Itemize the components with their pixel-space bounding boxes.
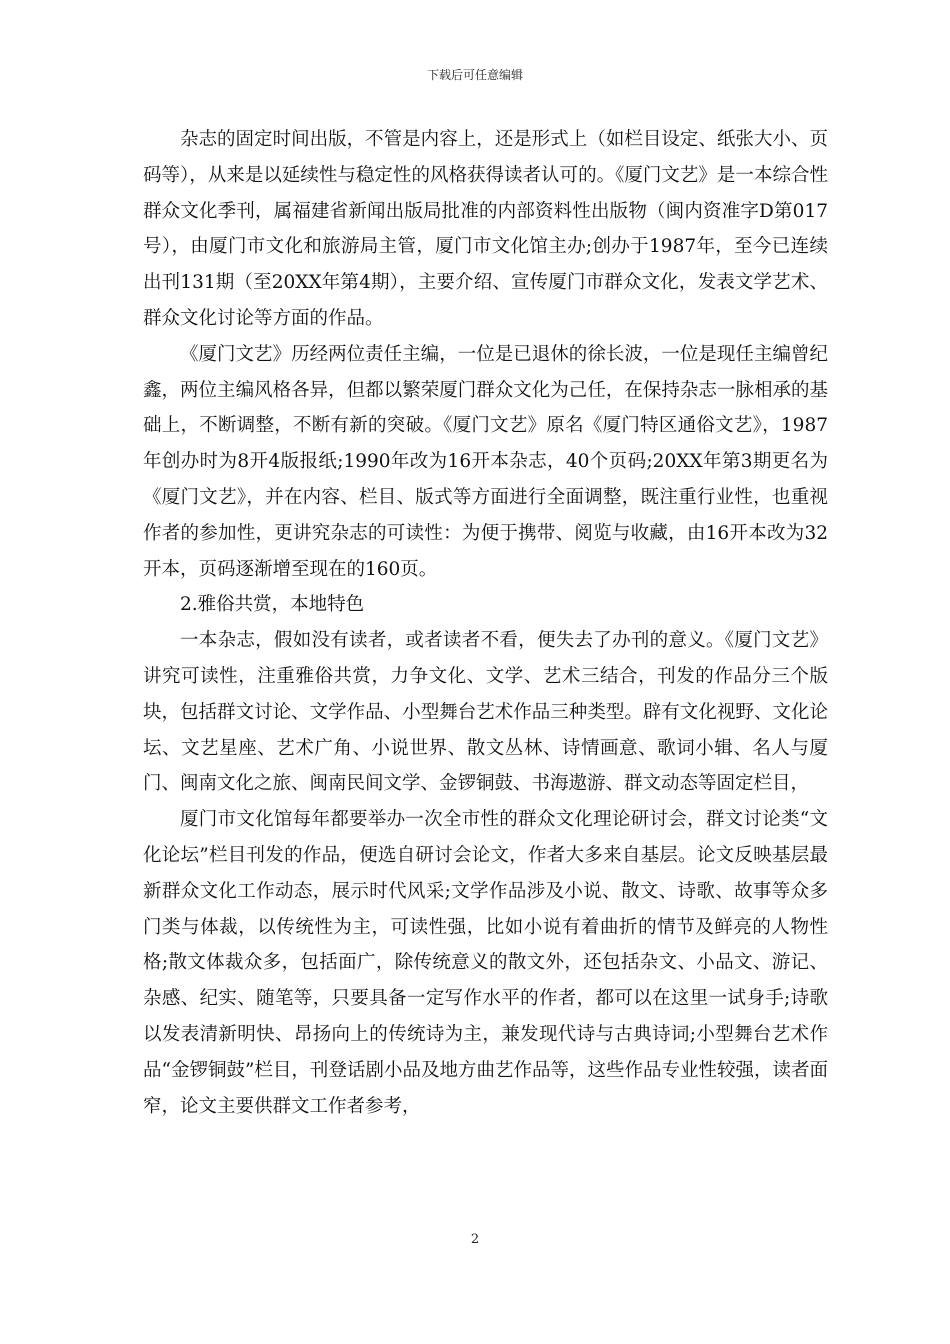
document-body [143, 122, 828, 1124]
paragraph-2: 《厦门文艺》历经两位责任主编，一位是已退休的徐长波，一位是现任主编曾纪鑫，两位主编风格各异，但都以繁荣厦门群众文化为己任，在保持杂志一脉相承的基础上，不断调整，不断有新的突破。《厦门文艺》原名《厦门特区通俗文艺》，1987年创办时为8开4版报纸;1990年改为16开本杂志，40个页码;20XX年第3期更名为《厦门文艺》，并在内容、栏目、版式等方面进行全面调整，既注重行业性，也重视作者的参加性，更讲究杂志的可读性：为便于携带、阅览与收藏，由16开本改为32开本，页码逐渐增至现在的160页。 [143, 343, 828, 580]
paragraph-1: 杂志的固定时间出版，不管是内容上，还是形式上（如栏目设定、纸张大小、页码等），从来是以延续性与稳定性的风格获得读者认可的。《厦门文艺》是一本综合性群众文化季刊，属福建省新闻出版局批准的内部资料性出版物（闽内资准字D第017号），由厦门市文化和旅游局主管，厦门市文化馆主办;创办于1987年，至今已连续出刊131期（至20XX年第4期），主要介绍、宣传厦门市群众文化，发表文学艺术、群众文化讨论等方面的作品。 [143, 129, 828, 329]
paragraph-4: 厦门市文化馆每年都要举办一次全市性的群众文化理论研讨会，群文讨论类“文化论坛”栏目刊发的作品，便选自研讨会论文，作者大多来自基层。论文反映基层最新群众文化工作动态，展示时代风采;文学作品涉及小说、散文、诗歌、故事等众多门类与体裁，以传统性为主，可读性强，比如小说有着曲折的情节及鲜亮的人物性格;散文体裁众多，包括面广，除传统意义的散文外，还包括杂文、小品文、游记、杂感、纪实、随笔等，只要具备一定写作水平的作者，都可以在这里一试身手;诗歌以发表清新明快、昂扬向上的传统诗为主，兼发现代诗与古典诗词;小型舞台艺术作品“金锣铜鼓”栏目，刊登话剧小品及地方曲艺作品等，这些作品专业性较强，读者面窄，论文主要供群文工作者参考， [143, 809, 828, 1117]
section-heading: 2.雅俗共赏，本地特色 [180, 594, 365, 616]
page-header: 下载后可任意编辑 [426, 68, 523, 82]
page-number: 2 [470, 1232, 480, 1247]
paragraph-3: 一本杂志，假如没有读者，或者读者不看，便失去了办刊的意义。《厦门文艺》讲究可读性，注重雅俗共赏，力争文化、文学、艺术三结合，刊发的作品分三个版块，包括群文讨论、文学作品、小型舞台艺术作品三种类型。辟有文化视野、文化论坛、文艺星座、艺术广角、小说世界、散文丛林、诗情画意、歌词小辑、名人与厦门、闽南文化之旅、闽南民间文学、金锣铜鼓、书海遨游、群文动态等固定栏目， [143, 630, 828, 795]
